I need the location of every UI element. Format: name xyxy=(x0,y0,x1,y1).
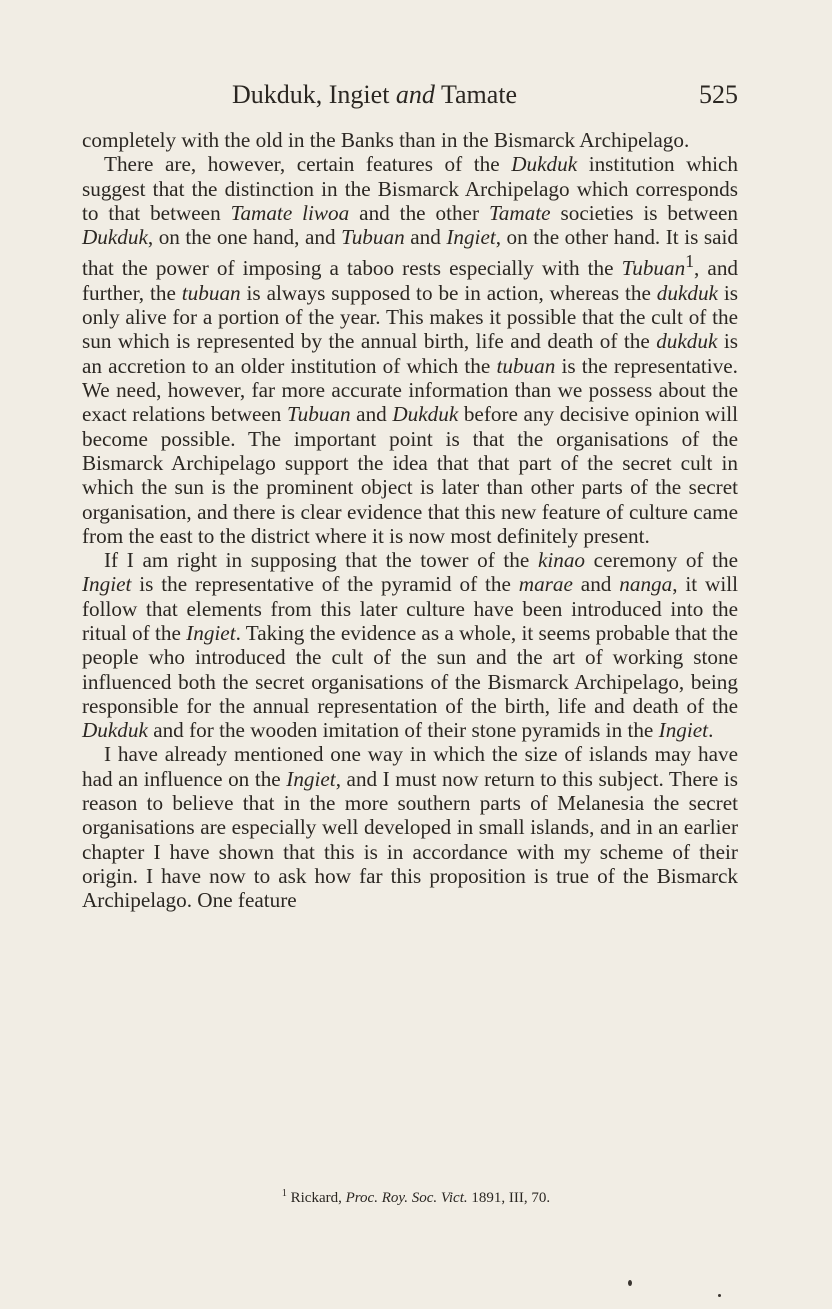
text-run: societies is between xyxy=(550,200,738,225)
italic-term: Ingiet xyxy=(658,718,709,743)
italic-term: Dukduk xyxy=(392,402,459,427)
text-run: and the other xyxy=(349,200,489,225)
italic-term: Tubuan xyxy=(341,225,405,250)
footnote: $^1$ Rickard, Proc. Roy. Soc. Vict. 1891, III, 70. xyxy=(281,1188,551,1206)
text-run: If I am right in supposing that the tower of the xyxy=(104,548,538,573)
text-run: and xyxy=(350,402,393,427)
italic-term: nanga xyxy=(619,572,673,597)
body-text xyxy=(82,128,738,913)
paragraph xyxy=(82,128,738,152)
text-run: is only alive for a portion of the year. This makes it possible that the cult of the sun which is represented by the annual birth, life and death of the xyxy=(82,280,738,354)
text-run: , and I must now return to this subject. There is reason to believe that in the more southern parts of Melanesia the secret organisations are especially well developed in small islands, and in an earlier chapter I have shown that this is in accordance with my scheme of their origin. I have now to ask how far this proposition is true of the Bismarck Archipelago. One feature xyxy=(82,766,739,913)
page-number: 525 xyxy=(699,80,738,109)
italic-term: Dukduk xyxy=(511,152,578,177)
italic-term: Dukduk xyxy=(82,225,148,250)
paragraph xyxy=(82,152,738,548)
text-run: and xyxy=(404,225,447,250)
text-run: is an accretion to an older institution of which the xyxy=(82,329,738,378)
footnote-ref: 1 xyxy=(685,251,695,272)
page-speck xyxy=(718,1294,721,1297)
text-run: is the representative. We need, however, far more accurate information than we possess about the exact relations between xyxy=(82,353,738,427)
italic-term: dukduk xyxy=(656,329,718,354)
text-run: institution which suggest that the distinction in the Bismarck Archipelago which corresponds to that between xyxy=(82,152,739,225)
italic-term: marae xyxy=(518,572,573,597)
text-run: I have already mentioned one way in which the size of islands may have had an influence on the xyxy=(82,742,738,791)
page-speck xyxy=(628,1280,632,1286)
footnote-marker: 1 xyxy=(281,1188,287,1199)
italic-term: Tamate liwoa xyxy=(230,200,350,225)
italic-term: Tamate xyxy=(488,200,551,225)
text-run: , and further, the xyxy=(82,256,739,305)
text-run: completely with the old in the Banks than in the Bismarck Archipelago. xyxy=(82,128,690,152)
text-run: and xyxy=(572,572,620,597)
text-run: before any decisive opinion will become possible. The important point is that the organisations of the Bismarck Archipelago support the idea that that part of the secret cult in which the sun is the prominent object is later than other parts of the secret organisation, and there is clear evidence that this new feature of culture came from the east to the district where it is now most definitely present. xyxy=(82,402,738,548)
paragraph xyxy=(82,548,738,742)
italic-term: Ingiet xyxy=(446,225,496,250)
paragraph xyxy=(82,742,738,912)
italic-term: Dukduk xyxy=(82,718,148,743)
italic-term: Ingiet xyxy=(186,621,236,645)
text-run: , on the other hand. It is said that the power of imposing a taboo rests especially with the xyxy=(82,225,738,281)
italic-term: Tubuan xyxy=(287,402,351,427)
running-title: Dukduk, Ingiet and Tamate xyxy=(232,80,518,109)
running-header xyxy=(82,80,738,112)
italic-term: dukduk xyxy=(656,280,718,305)
italic-term: kinao xyxy=(537,548,586,573)
text-run: , on the one hand, and xyxy=(147,225,342,250)
text-run: is always supposed to be in action, whereas the xyxy=(240,280,657,305)
text-run: is the representative of the pyramid of the xyxy=(131,572,519,597)
italic-term: tubuan xyxy=(181,280,241,305)
text-run: . xyxy=(708,718,714,743)
text-run: There are, however, certain features of the xyxy=(104,152,512,177)
italic-term: Ingiet xyxy=(286,766,336,791)
text-run: and for the wooden imitation of their stone pyramids in the xyxy=(147,718,659,743)
italic-term: Tubuan xyxy=(621,256,686,281)
text-run: ceremony of the xyxy=(585,548,738,573)
italic-term: Ingiet xyxy=(82,572,132,597)
italic-term: tubuan xyxy=(496,353,556,378)
text-run: , it will follow that elements from this later culture have been introduced into the ritual of the xyxy=(82,572,739,645)
text-run: . Taking the evidence as a whole, it seems probable that the people who introduced the cult of the sun and the art of working stone influenced both the secret organisations of the Bismarck Archipelago, being responsible for the annual representation of the birth, life and death of the xyxy=(82,621,739,718)
